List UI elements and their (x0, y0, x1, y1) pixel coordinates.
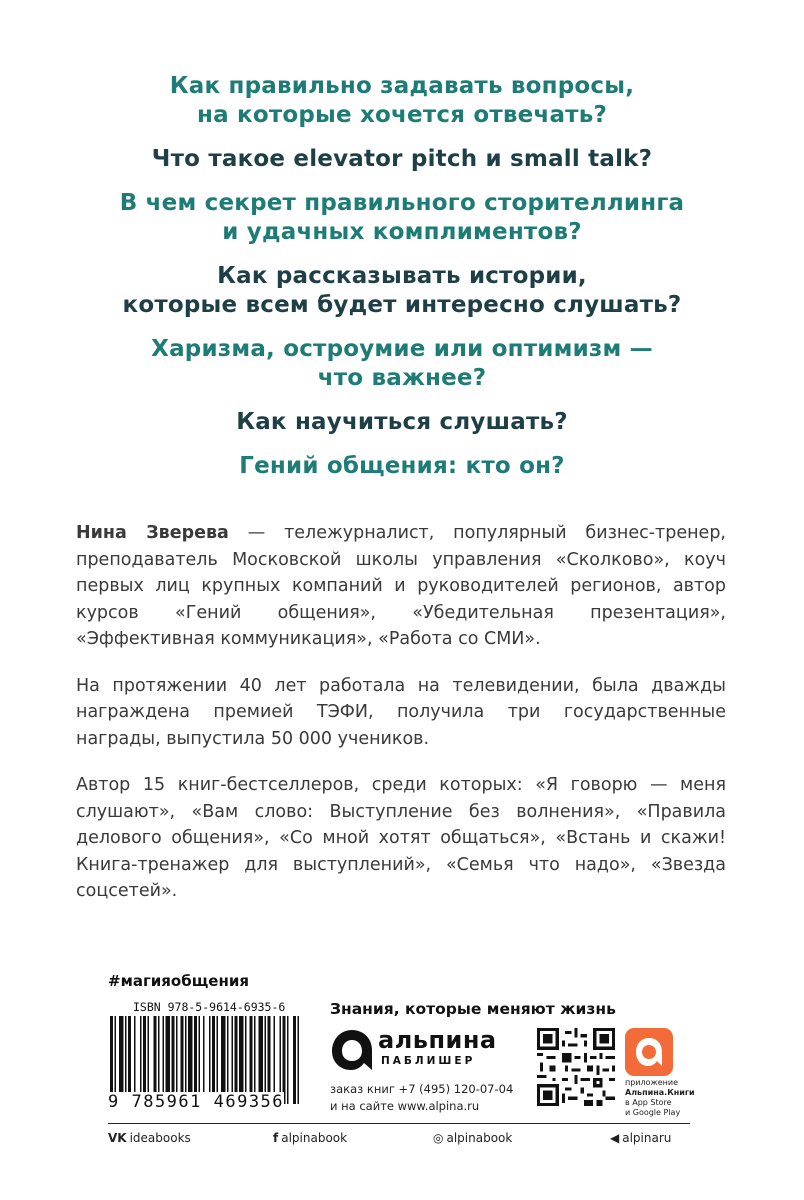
barcode-bar (212, 1016, 215, 1104)
order-phone: заказ книг +7 (495) 120-07-04 (330, 1082, 514, 1096)
app-name: Альпина.Книги (625, 1088, 695, 1097)
app-info (625, 1078, 695, 1118)
barcode-bar (199, 1016, 201, 1104)
barcode-bar (250, 1016, 253, 1104)
barcode-bar (283, 1016, 286, 1104)
barcode-bar (221, 1016, 226, 1104)
social-handle: alpinabook (446, 1131, 513, 1145)
facebook-icon: f (273, 1131, 279, 1145)
question-4 (0, 262, 804, 320)
telegram-icon: ◀ (610, 1131, 620, 1145)
barcode-bar (119, 1016, 124, 1104)
app-store-line: в App Store (625, 1098, 672, 1107)
question-line: и удачных комплиментов? (222, 219, 582, 245)
barcode-bar (280, 1016, 282, 1104)
question-line: Харизма, остроумие или оптимизм — (151, 336, 653, 362)
barcode-bar (185, 1016, 187, 1104)
barcode-bar (154, 1016, 157, 1104)
question-line: Гений общения: кто он? (239, 453, 565, 479)
question-2 (0, 145, 804, 174)
publisher-subtitle: ПАБЛИШЕР (381, 1055, 476, 1067)
barcode-bar (274, 1016, 276, 1104)
barcode-bar (188, 1016, 193, 1104)
social-handle: alpinabook (281, 1131, 348, 1145)
question-line: на которые хочется отвечать? (196, 102, 607, 128)
bio-paragraph-2: На протяжении 40 лет работала на телевидении, была дважды награждена премией ТЭФИ, получила три государственные награды, выпустила 50 000 учеников. (76, 675, 726, 749)
social-vk[interactable] (108, 1129, 191, 1147)
barcode-bar (110, 1016, 113, 1104)
barcode-bar (181, 1016, 184, 1104)
barcode-bar (232, 1016, 234, 1104)
barcode-bar (265, 1016, 267, 1104)
barcode-bar (194, 1016, 197, 1104)
publisher-name: альпина (378, 1026, 497, 1054)
barcode-bar (235, 1016, 238, 1104)
question-line: В чем секрет правильного сторителлинга (119, 190, 685, 216)
question-line: что важнее? (317, 365, 487, 391)
publisher-slogan: Знания, которые меняют жизнь (330, 1000, 616, 1018)
instagram-icon: ◎ (433, 1131, 444, 1145)
barcode-bar (125, 1016, 127, 1104)
barcode-digits: 9 785961 469356 (108, 1092, 285, 1112)
publisher-logo-icon (330, 1028, 374, 1072)
barcode-bar (115, 1016, 117, 1104)
barcode-bar (259, 1016, 264, 1104)
barcode-bar (298, 1016, 300, 1104)
barcode-bar (239, 1016, 244, 1104)
barcode-bar (166, 1016, 171, 1104)
isbn-label: ISBN 978-5-9614-6935-6 (133, 1000, 286, 1014)
footer-divider (108, 1123, 690, 1124)
barcode-bar (287, 1016, 289, 1104)
barcode-bar (158, 1016, 160, 1104)
barcode (108, 1016, 304, 1104)
question-7 (0, 452, 804, 481)
barcode-bar (217, 1016, 219, 1104)
barcode-bar (140, 1016, 142, 1104)
question-line: которые всем будет интересно слушать? (122, 292, 682, 318)
barcode-bar (254, 1016, 256, 1104)
bio-paragraph-1 (76, 520, 726, 653)
question-5 (0, 335, 804, 393)
order-website: и на сайте www.alpina.ru (330, 1099, 480, 1113)
bio-text-1: — тележурналист, популярный бизнес-тренер, преподаватель Московской школы управления «Сколково», коуч первых лиц крупных компаний и руководителей регионов, автор курсов «Гений общения», «Убедительная презентация», «Эффективная коммуникация», «Работа со СМИ». (76, 523, 726, 649)
social-facebook[interactable] (273, 1129, 347, 1147)
social-telegram[interactable] (610, 1129, 671, 1147)
alpina-app-logo-icon (625, 1028, 673, 1076)
barcode-bar (134, 1016, 136, 1104)
bio-paragraph-3: Автор 15 книг-бестселлеров, среди которых: «Я говорю — меня слушают», «Вам слово: Выступление без волнения», «Правила делового общения», «Со мной хотят общаться», «Встань и скажи! Книга-тренажер для выступлений», «Семья что надо», «Звезда соцсетей». (76, 775, 726, 901)
barcode-bar (148, 1016, 150, 1104)
barcode-bar (293, 1016, 296, 1104)
hashtag: #магияобщения (108, 972, 249, 990)
barcode-bar (143, 1016, 146, 1104)
question-line: Что такое elevator pitch и small talk? (151, 146, 653, 172)
question-line: Как рассказывать истории, (217, 263, 587, 289)
questions-block (0, 72, 804, 496)
barcode-bar (172, 1016, 175, 1104)
vk-icon: VK (108, 1131, 127, 1145)
question-1 (0, 72, 804, 130)
author-name: Нина Зверева (76, 523, 229, 543)
barcode-bar (227, 1016, 229, 1104)
app-line-1: приложение (625, 1078, 678, 1087)
barcode-bar (128, 1016, 131, 1104)
barcode-bar (203, 1016, 205, 1104)
author-bio (76, 520, 726, 925)
google-play-line: и Google Play (625, 1108, 681, 1117)
question-3 (0, 189, 804, 247)
social-handle: ideabooks (129, 1131, 191, 1145)
barcode-bar (176, 1016, 178, 1104)
barcode-bar (209, 1016, 211, 1104)
barcode-bar (268, 1016, 271, 1104)
order-info (330, 1081, 513, 1115)
barcode-bar (245, 1016, 247, 1104)
app-icon (625, 1028, 673, 1076)
social-instagram[interactable] (433, 1129, 512, 1147)
question-6 (0, 408, 804, 437)
social-handle: alpinaru (622, 1131, 672, 1145)
question-line: Как правильно задавать вопросы, (169, 73, 635, 99)
qr-code (537, 1028, 615, 1106)
barcode-bar (163, 1016, 165, 1104)
question-line: Как научиться слушать? (236, 409, 568, 435)
